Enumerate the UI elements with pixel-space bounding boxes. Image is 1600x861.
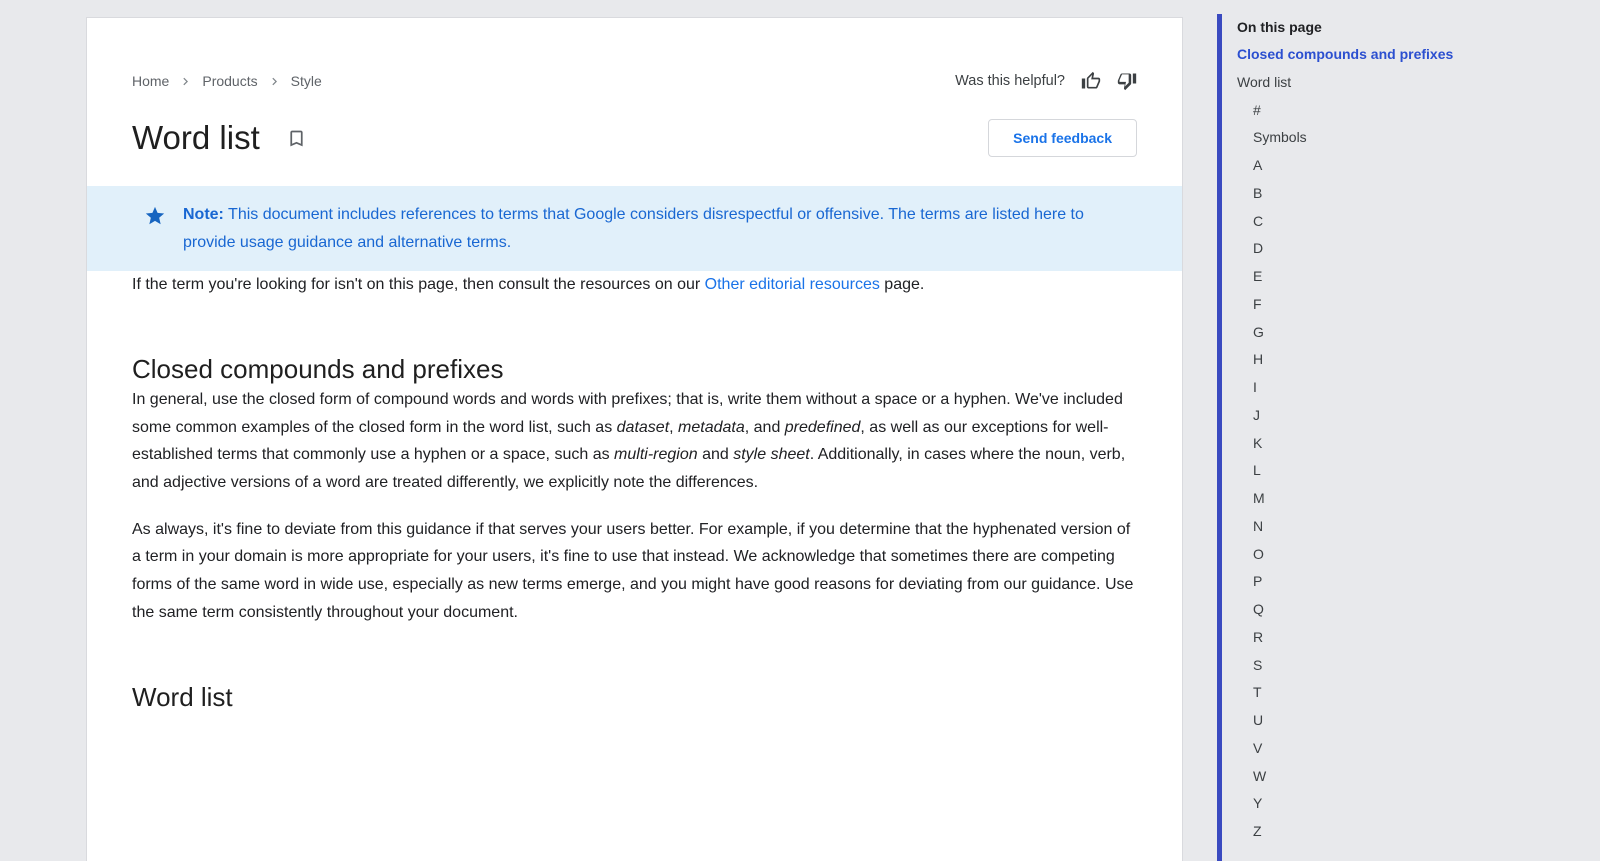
breadcrumb — [132, 73, 322, 89]
toc-item-a[interactable]: A — [1253, 157, 1263, 173]
toc-item-z[interactable]: Z — [1253, 823, 1262, 839]
toc-item-t[interactable]: T — [1253, 684, 1262, 701]
note-text: Note: This document includes references to terms that Google considers disrespectful or offensive. The terms are listed here to provide usage guidance and alternative terms. — [183, 206, 1084, 251]
breadcrumb-item-style[interactable]: Style — [290, 73, 322, 89]
article-top-row — [132, 71, 1137, 91]
toc-item-e[interactable]: E — [1253, 268, 1263, 284]
toc-item-y[interactable]: Y — [1253, 795, 1263, 812]
toc-item-g[interactable]: G — [1253, 323, 1264, 340]
toc-item-r[interactable]: R — [1253, 628, 1264, 645]
toc-item-i[interactable]: I — [1253, 379, 1257, 395]
toc-item-c[interactable]: C — [1253, 212, 1264, 229]
toc-item-h[interactable]: H — [1253, 351, 1264, 368]
bookmark-icon[interactable] — [286, 128, 307, 149]
toc-item-closed-compounds-and-prefixes[interactable]: Closed compounds and prefixes — [1237, 46, 1454, 62]
thumb-down-icon[interactable] — [1117, 71, 1137, 91]
send-feedback-button[interactable]: Send feedback — [988, 119, 1137, 157]
section-heading-word-list: Word list — [132, 681, 233, 712]
toc-item-m[interactable]: M — [1253, 490, 1265, 506]
toc-item-o[interactable]: O — [1253, 545, 1264, 562]
toc-item-l[interactable]: L — [1253, 462, 1261, 479]
toc-item-k[interactable]: K — [1253, 434, 1263, 451]
on-this-page-nav — [1237, 13, 1587, 846]
toc-heading: On this page — [1237, 19, 1322, 35]
toc-item-v[interactable]: V — [1253, 739, 1263, 756]
star-icon — [144, 205, 166, 227]
toc-item-word-list[interactable]: Word list — [1237, 73, 1292, 90]
intro-paragraph: If the term you're looking for isn't on this page, then consult the resources on our Other editorial resources page. — [132, 276, 925, 294]
section-paragraph: In general, use the closed form of compound words and words with prefixes; that is, write them without a space or a hyphen. We've included some common examples of the closed form in the word list, such as dataset, metadata, and predefined, as well as our exceptions for well-established terms that commonly use a hyphen or a space, such as multi-region and style sheet. Additionally, in cases where the noun, verb, and adjective versions of a word are treated differently, we explicitly note the differences. — [132, 390, 1126, 491]
toc-item-f[interactable]: F — [1253, 295, 1262, 312]
toc-item-symbols[interactable]: Symbols — [1253, 129, 1307, 146]
toc-accent-bar — [1217, 14, 1222, 861]
breadcrumb-item-products[interactable]: Products — [202, 73, 258, 89]
toc-item-s[interactable]: S — [1253, 656, 1263, 673]
breadcrumb-item-home[interactable]: Home — [132, 73, 170, 89]
toc-item-hash[interactable]: # — [1253, 101, 1261, 118]
toc-item-p[interactable]: P — [1253, 573, 1263, 590]
toc-item-b[interactable]: B — [1253, 184, 1263, 201]
section-heading-closed-compounds: Closed compounds and prefixes — [132, 353, 504, 384]
chevron-right-icon — [178, 74, 193, 89]
toc-items — [1237, 41, 1587, 846]
chevron-right-icon — [267, 74, 282, 89]
title-group — [132, 118, 307, 158]
title-row — [132, 118, 1137, 158]
article-card — [86, 17, 1183, 861]
toc-item-j[interactable]: J — [1253, 406, 1260, 423]
note-banner — [87, 186, 1182, 271]
thumb-up-icon[interactable] — [1081, 71, 1101, 91]
toc-item-d[interactable]: D — [1253, 240, 1264, 257]
helpful-question: Was this helpful? — [955, 73, 1065, 89]
toc-item-u[interactable]: U — [1253, 712, 1264, 728]
helpful-widget — [955, 71, 1137, 91]
inline-link[interactable]: Other editorial resources — [704, 276, 880, 294]
toc-item-q[interactable]: Q — [1253, 601, 1264, 617]
toc-item-w[interactable]: W — [1253, 767, 1267, 784]
section-paragraph: As always, it's fine to deviate from this guidance if that serves your users better. For example, if you determine that the hyphenated version of a term in your domain is more appropriate for your users, it's fine to use that instead. We acknowledge that sometimes there are competing forms of the same word in wide use, especially as new terms emerge, and you might have good reasons for deviating from our guidance. Use the same term consistently throughout your document. — [132, 520, 1134, 621]
page-title: Word list — [132, 119, 260, 156]
toc-item-n[interactable]: N — [1253, 517, 1264, 534]
